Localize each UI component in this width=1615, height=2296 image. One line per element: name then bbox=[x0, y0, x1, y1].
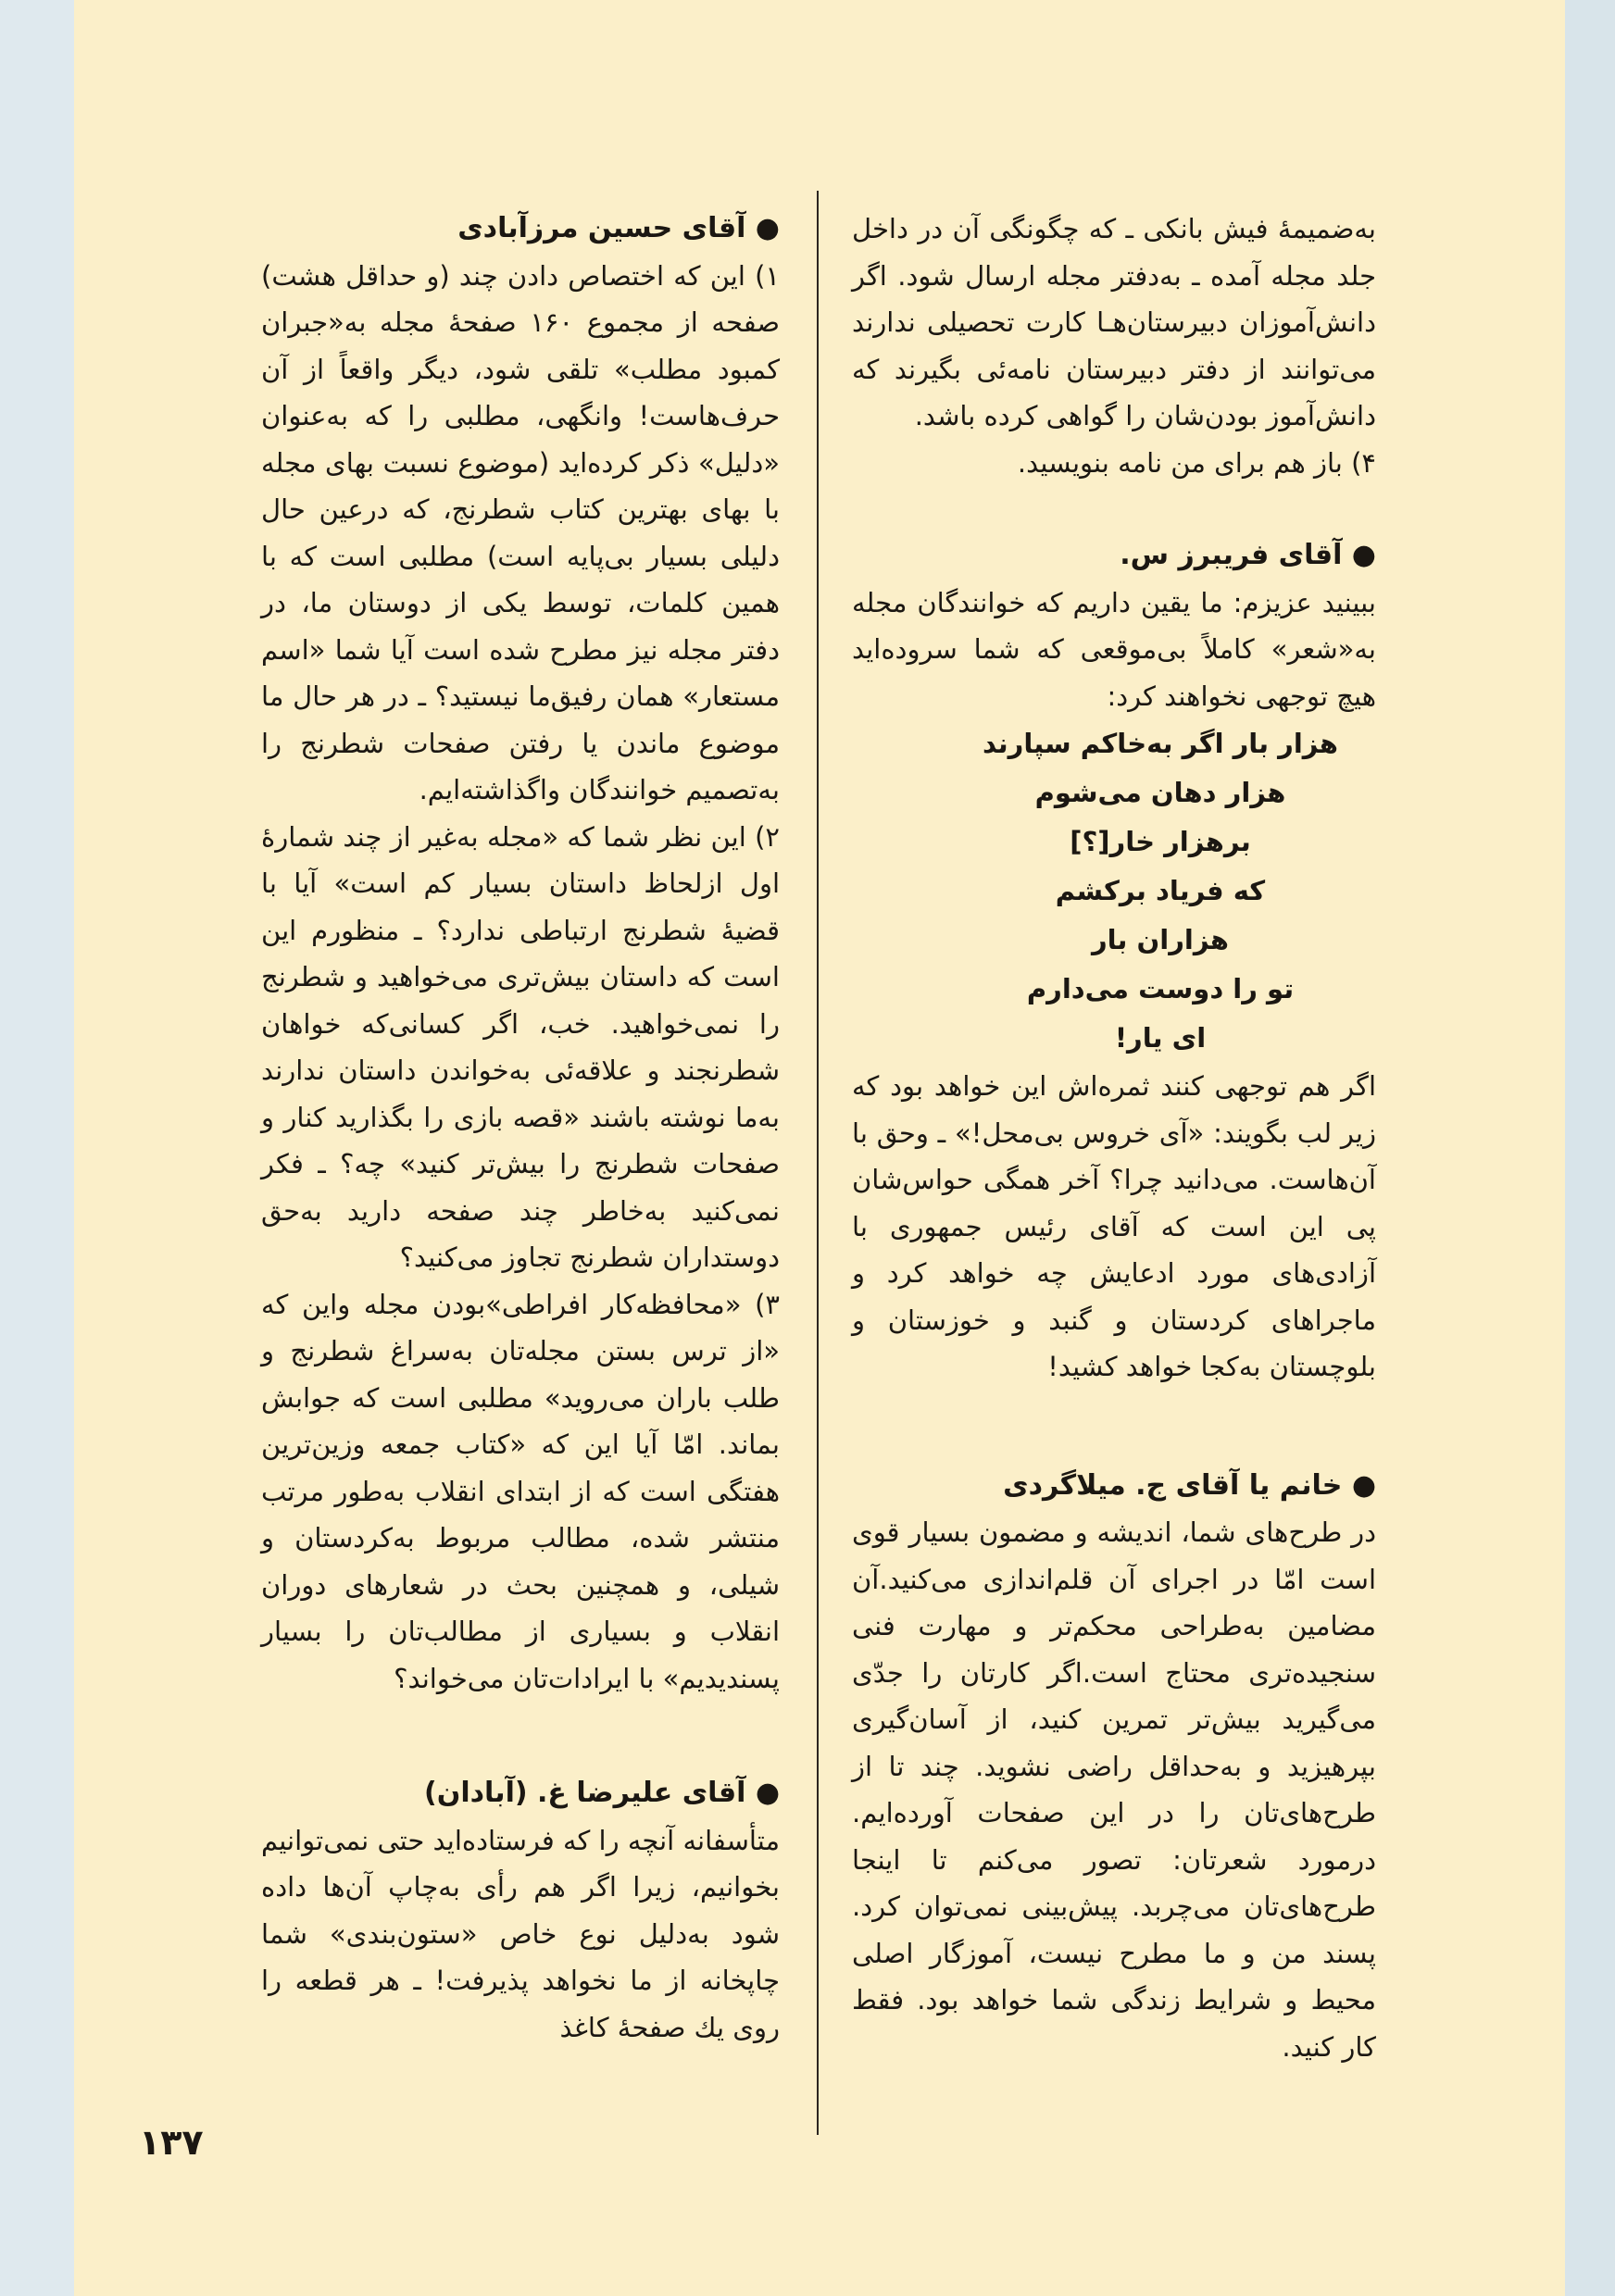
marzabadi-point-1: ۱) این که اختصاص دادن چند (و حداقل هشت) صفحه از مجموع ۱۶۰ صفحهٔ مجله به«جبران کمبود مطلب» تلقی شود، دیگر واقعاً از آن حرف‌هاست! وانگهی، مطلبی را که به‌عنوان «دلیل» ذکر کرده‌اید (موضوع نسبت بهای مجله با بهای بهترین کتاب شطرنج، که درعین حال دلیلی بسیار بی‌پایه است) مطلبی است که با همین کلمات، توسط یکی از دوستان ما، در دفتر مجله نیز مطرح شده است آیا شما «اسم مستعار» همان رفیق‌ما نیستید؟ ـ در هر حال ما موضوع ماندن یا رفتن صفحات شطرنج را به‌تصمیم خوانندگان واگذاشته‌ایم. bbox=[261, 259, 780, 805]
poem bbox=[852, 719, 1376, 1063]
heading-milagardi: ● خانم یا آقای ج. میلاگردی bbox=[1003, 1468, 1376, 1502]
marzabadi-point-3: ۳) «محافظه‌کار افراطی»بودن مجله واین که «از ترس بستن مجله‌تان به‌سراغ شطرنج و طلب باران می‌روید» مطلبی است که جوابش بماند. امّا آیا این که «کتاب جمعه وزین‌ترین هفتگی است که از ابتدای انقلاب به‌طور مرتب منتشر شده، مطالب مربوط به‌کردستان و شیلی، و همچنین بحث در شعارهای دوران انقلاب و بسیاری از مطالب‌تان را بسیار پسندیدیم» با ایرادات‌تان می‌خواند؟ bbox=[261, 1288, 780, 1694]
poem-line: برهزار خار[؟] bbox=[1070, 826, 1251, 857]
fariborz-text: ببینید عزیزم: ما یقین داریم که خوانندگان مجله به«شعر» کاملاً بی‌موقعی که شما سروده‌اید هیچ توجهی نخواهند کرد: bbox=[852, 586, 1376, 712]
heading-fariborz: ● آقای فریبرز س. bbox=[1120, 539, 1376, 571]
milagardi-text: در طرح‌های شما، اندیشه و مضمون بسیار قوی است امّا در اجرای آن قلم‌اندازی می‌کنید.آن مضامین به‌طراحی محکم‌تر و مهارت فنی سنجیده‌تری محتاج است.اگر کارتان را جدّی می‌گیرید بیش‌تر تمرین کنید، از آسان‌گیری بپرهیزید و به‌حداقل راضی نشوید. چند تا از طرح‌های‌تان را در این صفحات آورده‌ایم. درمورد شعرتان: تصور می‌کنم تا اینجا طرح‌های‌تان می‌چربد. پیش‌بینی نمی‌توان کرد. پسند من و ما مطرح نیست، آموزگار اصلی محیط و شرایط زندگی شما خواهد بود. فقط کار کنید. bbox=[852, 1516, 1376, 2063]
item-4: ۴) باز هم برای من نامه بنویسید. bbox=[1017, 446, 1376, 479]
marzabadi-point-2: ۲) این نظر شما که «مجله به‌غیر از چند شمارهٔ اول ازلحاظ داستان بسیار کم است» آیا با قضیهٔ شطرنج ارتباطی ندارد؟ ـ منظورم این است که داستان بیش‌تری می‌خواهید و شطرنج را نمی‌خواهید. خب، اگر کسانی‌که خواهان شطرنجند و علاقه‌ئی به‌خواندن داستان ندارند به‌ما نوشته باشند «قصه بازی را بگذارید کنار و صفحات شطرنج را بیش‌تر کنید» چه؟ ـ فکر نمی‌کنید به‌خاطر چند صفحه دارید به‌حق دوستداران شطرنج تجاوز می‌کنید؟ bbox=[261, 820, 780, 1273]
left-column bbox=[261, 206, 780, 2051]
column-divider bbox=[817, 191, 819, 2135]
page-number: ۱۳۷ bbox=[139, 2122, 204, 2163]
intro-paragraph: به‌ضمیمهٔ فیش بانکی ـ که چگونگی آن در داخل جلد مجله آمده ـ به‌دفتر مجله ارسال شود. اگر دانش‌آموزان دبیرستان‌هـا کارت تحصیلی ندارند می‌توانند از دفتر دبیرستان نامه‌ئی بگیرند که دانش‌آموز بودن‌شان را گواهی کرده باشد. bbox=[852, 213, 1376, 431]
heading-alireza: ● آقای علیرضا غ. (آبادان) bbox=[424, 1777, 780, 1809]
right-column bbox=[852, 206, 1376, 2070]
fariborz-text-2: اگر هم توجهی کنند ثمره‌اش این خواهد بود که زیر لب بگویند: «آی خروس بی‌محل!» ـ وحق با آن‌هاست. می‌دانید چرا؟ آخر همگی حواس‌شان پی این است که آقای رئیس جمهوری با آزادی‌های مورد ادعایش چه خواهد کرد و ماجراهای کردستان و گنبد و خوزستان و بلوچستان به‌کجا خواهد کشید! bbox=[852, 1070, 1376, 1382]
poem-line: که فریاد برکشم bbox=[1055, 875, 1266, 906]
poem-line: تو را دوست می‌دارم bbox=[1026, 973, 1295, 1004]
poem-line: هزار دهان می‌شوم bbox=[1034, 777, 1286, 808]
poem-line: هزاران بار bbox=[1091, 924, 1230, 955]
page-edge bbox=[1565, 0, 1615, 2296]
alireza-text: متأسفانه آنچه را که فرستاده‌اید حتی نمی‌توانیم بخوانیم، زیرا اگر هم رأی به‌چاپ آن‌ها داده شود به‌دلیل نوع خاص «ستون‌بندی» شما چاپخانه از ما نخواهد پذیرفت! ـ هر قطعه را روی یك صفحهٔ کاغذ bbox=[261, 1824, 780, 2043]
poem-line: هزار بار اگر به‌خاکم سپارند bbox=[983, 728, 1338, 759]
heading-marzabadi: ● آقای حسین مرزآبادی bbox=[457, 212, 780, 244]
poem-line: ای یار! bbox=[1114, 1022, 1207, 1054]
